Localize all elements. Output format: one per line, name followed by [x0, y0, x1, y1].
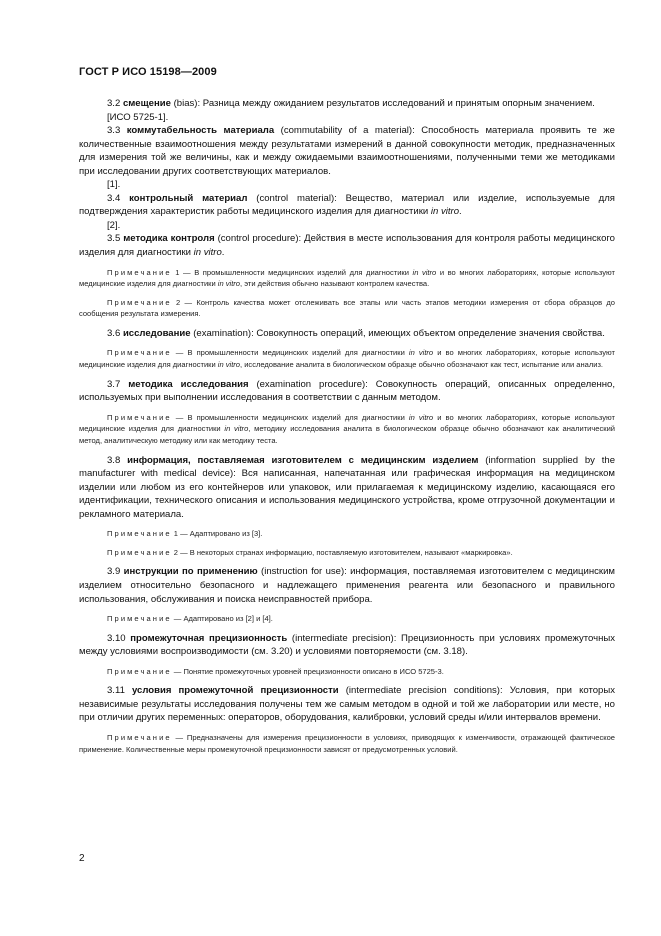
note-text: В некоторых странах информацию, поставляемую изготовителем, называют «маркировка».: [189, 547, 513, 557]
entry-3-10: [79, 632, 615, 659]
note-text: В промышленности медицинских изделий для диагностики: [187, 412, 409, 422]
entry-definition: (control material): Вещество, материал или изделие, используемые для подтверждения характеристик работы медицинского изделия для диагностики: [79, 192, 615, 218]
note-text: Понятие промежуточных уровней прецизионности описано в ИСО 5725-3.: [183, 666, 444, 676]
entry-term: промежуточная прецизионность: [130, 632, 288, 644]
entry-number: 3.10: [107, 632, 126, 644]
italic-term: in vitro: [224, 424, 249, 434]
entry-definition: (intermediate precision): Прецизионность при условиях промежуточных между условиями воспроизводимости (см. 3.20) и условиями повторяемости (см. 3.18).: [79, 632, 615, 658]
note-dash: —: [171, 412, 188, 422]
italic-term: in vitro: [217, 360, 241, 370]
note-number: 1 —: [171, 267, 195, 277]
entry-definition: (examination procedure): Совокупность операций, описанных определенно, используемых при выполнении исследования в соответствии с данным методом.: [79, 378, 616, 404]
note-text: и во многих лабораториях, которые используют медицинские изделия для диагностики: [79, 348, 615, 370]
entry-3-11: [79, 684, 615, 725]
entry-definition: (examination): Совокупность операций, имеющих объектом определение значения свойства.: [190, 327, 605, 339]
note-label: Примечание: [107, 666, 172, 676]
entry-definition: (bias): Разница между ожиданием результатов исследований и принятым опорным значением.: [170, 98, 595, 109]
italic-term: in vitro: [193, 247, 222, 259]
entry-definition-end: .: [221, 247, 225, 259]
entry-3-2: [79, 97, 615, 111]
italic-term: in vitro: [408, 348, 434, 358]
entry-term: информация, поставляемая изготовителем с медицинским изделием: [127, 454, 479, 466]
entry-3-3: [79, 124, 615, 178]
note-label: Примечание: [107, 529, 172, 539]
entry-3-8: [79, 454, 615, 522]
note-dash: —: [171, 666, 184, 676]
entry-3-5: [79, 232, 615, 259]
entry-number: 3.7: [107, 378, 121, 390]
entry-number: 3.5: [107, 233, 121, 245]
note: [79, 347, 615, 370]
entry-number: 3.2: [107, 98, 121, 109]
page-number: 2: [79, 853, 85, 864]
entry-definition: (control procedure): Действия в месте использования для контроля работы медицинского изделия для диагностики: [79, 233, 615, 259]
note-text: В промышленности медицинских изделий для диагностики: [194, 267, 413, 277]
entry-term: методика контроля: [123, 233, 215, 245]
note-text: Адаптировано из [3].: [189, 529, 263, 539]
entry-number: 3.9: [107, 566, 121, 578]
italic-term: in vitro: [430, 206, 460, 218]
note-number: 2 —: [171, 297, 197, 307]
note-number: 1 —: [171, 529, 190, 539]
note-dash: —: [171, 614, 184, 624]
entry-term: исследование: [122, 327, 191, 339]
entry-source: [2].: [107, 219, 121, 231]
note: [79, 412, 615, 447]
entry-term: смещение: [122, 98, 171, 109]
entry-number: 3.6: [107, 327, 121, 339]
entry-3-6: [79, 327, 615, 341]
entry-term: условия промежуточной прецизионности: [131, 685, 339, 697]
note-dash: —: [171, 733, 187, 743]
note: [79, 528, 615, 540]
note-text: и во многих лабораториях, которые используют медицинские изделия для диагностики: [79, 412, 615, 434]
entry-definition-end: .: [459, 206, 462, 218]
entry-definition: (commutability of a material): Способность материала проявить те же количественные взаимоотношения между результатами измерений в данной совокупности методик, предназначенных для измерения той же величины, как и между ожидаемыми взаимоотношениями, полученными теми же методиками при исследовании других соответствующих материалов.: [79, 125, 615, 177]
note: [79, 267, 615, 290]
note-label: Примечание: [107, 547, 172, 557]
entry-definition: (intermediate precision conditions): Условия, при которых независимые результаты исследования получены тем же самым методом в одной и той же лаборатории или месте, но при отличии других переменных: операторов, оборудования, калибровки, условий среды и/или интервалов времени.: [79, 685, 615, 724]
note-label: Примечание: [107, 614, 172, 624]
note: [79, 297, 615, 320]
italic-term: in vitro: [217, 279, 241, 289]
italic-term: in vitro: [412, 267, 437, 277]
entry-term: методика исследования: [128, 378, 249, 390]
entry-source: [ИСО 5725-1].: [107, 111, 169, 123]
note: [79, 732, 615, 755]
entry-3-9: [79, 565, 615, 606]
note-number: 2 —: [171, 547, 190, 557]
entry-term: коммутабельность материала: [126, 125, 275, 137]
note: [79, 547, 615, 559]
entry-number: 3.4: [107, 192, 121, 204]
note-text: и во многих лабораториях, которые используют медицинские изделия для диагностики: [79, 267, 615, 289]
note-text: В промышленности медицинских изделий для диагностики: [187, 348, 409, 358]
note-dash: —: [171, 348, 188, 358]
standard-header: ГОСТ Р ИСО 15198—2009: [79, 66, 217, 78]
entry-definition: (information supplied by the manufacturer with medical device): Вся написанная, напечатанная или графическая информация на медицинском изделии или любом из его контейнеров или упаковок, или прилагаемая к медицинскому изделию, касающаяся его идентификации, технического описания и использования медицинского устройства, кроме отгрузочной документации и рекламного материала.: [79, 454, 615, 520]
document-body: [79, 97, 615, 755]
italic-term: in vitro: [408, 412, 434, 422]
note-label: Примечание: [107, 733, 172, 743]
note-text: , эти действия обычно называют контролем качества.: [240, 279, 430, 289]
note-text: Контроль качества может отслеживать все этапы или часть этапов методики измерения от сбора образцов до сообщения результата измерения.: [79, 297, 615, 319]
note-label: Примечание: [107, 348, 172, 358]
entry-number: 3.3: [107, 125, 121, 137]
note-text: Адаптировано из [2] и [4].: [183, 614, 273, 624]
note: [79, 613, 615, 625]
entry-definition: (instruction for use): информация, поставляемая изготовителем с медицинским изделием относительно безопасного и надлежащего применения реагента или безопасного и правильного использования, обслуживания и поиска неисправностей прибора.: [79, 566, 615, 605]
entry-term: контрольный материал: [129, 192, 248, 204]
note-label: Примечание: [107, 297, 172, 307]
note-text: , исследование аналита в биологическом образце обычно обозначают как тест, испытание или анализ.: [240, 360, 604, 370]
entry-3-4: [79, 192, 615, 219]
note-text: , методику исследования аналита в биологическом образце обычно обозначают как аналитический метод, аналитическую методику или как методику теста.: [79, 424, 616, 445]
entry-number: 3.8: [107, 454, 121, 466]
note-label: Примечание: [107, 267, 172, 277]
note-text: Предназначены для измерения прецизионности в условиях, приводящих к изменчивости, отражающей фактическое применение. Количественные меры промежуточной прецизионности зависят от предусмотренных условий.: [79, 733, 615, 754]
entry-number: 3.11: [107, 685, 125, 697]
note: [79, 666, 615, 678]
entry-source: [1].: [107, 179, 121, 191]
entry-3-7: [79, 378, 615, 405]
note-label: Примечание: [107, 412, 172, 422]
entry-term: инструкции по применению: [123, 566, 258, 578]
